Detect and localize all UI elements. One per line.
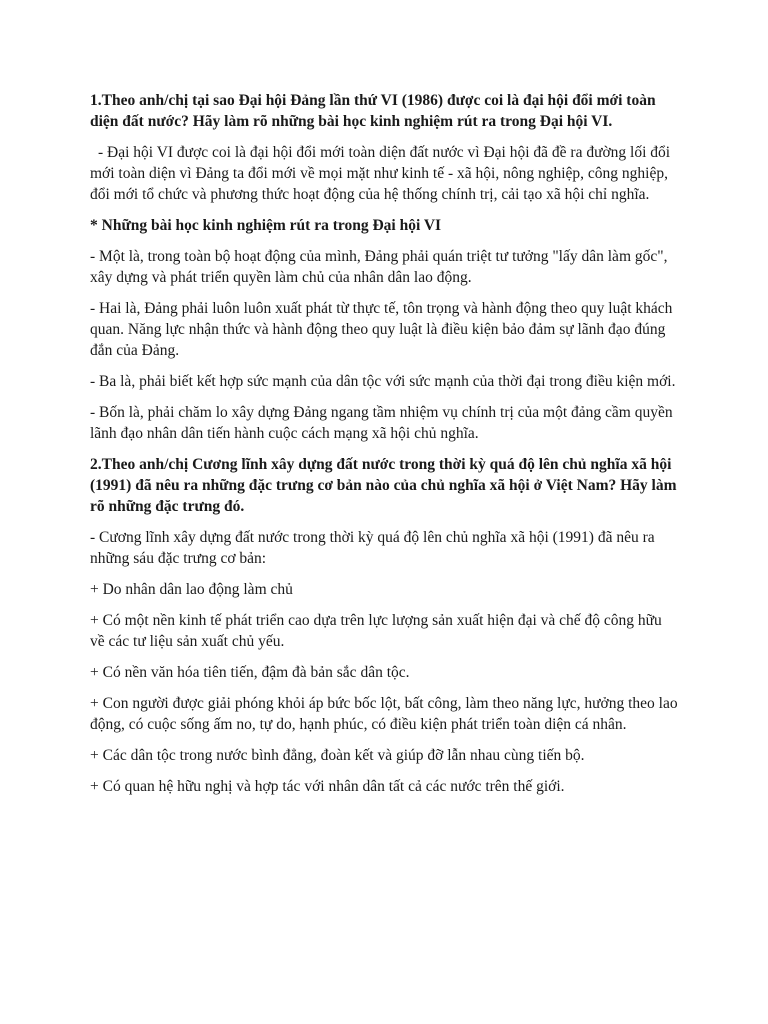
document-page xyxy=(90,90,680,807)
feature-5-item: + Các dân tộc trong nước bình đẳng, đoàn kết và giúp đỡ lẫn nhau cùng tiến bộ. xyxy=(90,747,585,764)
answer-1-paragraph: - Đại hội VI được coi là đại hội đổi mới toàn diện đất nước vì Đại hội đã đề ra đường lối đổi mới toàn diện vì Đảng ta đổi mới về mọi mặt như kinh tế - xã hội, nông nghiệp, công nghiệp, đổi mới tổ chức và phương thức hoạt động của hệ thống chính trị, cải tạo xã hội chỉ nghĩa. xyxy=(90,144,671,203)
question-1-heading: 1.Theo anh/chị tại sao Đại hội Đảng lần thứ VI (1986) được coi là đại hội đổi mới toàn diện đất nước? Hãy làm rõ những bài học kinh nghiệm rút ra trong Đại hội VI. xyxy=(90,92,656,130)
lessons-subheading: * Những bài học kinh nghiệm rút ra trong Đại hội VI xyxy=(90,217,442,234)
feature-6-item: + Có quan hệ hữu nghị và hợp tác với nhân dân tất cả các nước trên thế giới. xyxy=(90,778,565,795)
feature-4-item: + Con người được giải phóng khỏi áp bức bốc lột, bất công, làm theo năng lực, hưởng theo lao động, có cuộc sống ấm no, tự do, hạnh phúc, có điều kiện phát triển toàn diện cá nhân. xyxy=(90,695,678,733)
lesson-4-paragraph: - Bốn là, phải chăm lo xây dựng Đảng ngang tầm nhiệm vụ chính trị của một đảng cầm quyền lãnh đạo nhân dân tiến hành cuộc cách mạng xã hội chủ nghĩa. xyxy=(90,404,673,442)
answer-2-intro-paragraph: - Cương lĩnh xây dựng đất nước trong thời kỳ quá độ lên chủ nghĩa xã hội (1991) đã nêu ra những sáu đặc trưng cơ bản: xyxy=(90,529,655,567)
feature-3-item: + Có nền văn hóa tiên tiến, đậm đà bản sắc dân tộc. xyxy=(90,664,410,681)
lesson-2-paragraph: - Hai là, Đảng phải luôn luôn xuất phát từ thực tế, tôn trọng và hành động theo quy luật khách quan. Năng lực nhận thức và hành động theo quy luật là điều kiện bảo đảm sự lãnh đạo đúng đắn của Đảng. xyxy=(90,300,673,359)
lesson-1-paragraph: - Một là, trong toàn bộ hoạt động của mình, Đảng phải quán triệt tư tưởng "lấy dân làm gốc", xây dựng và phát triển quyền làm chủ của nhân dân lao động. xyxy=(90,248,668,286)
feature-2-item: + Có một nền kinh tế phát triển cao dựa trên lực lượng sản xuất hiện đại và chế độ công hữu về các tư liệu sản xuất chủ yếu. xyxy=(90,612,662,650)
lesson-3-paragraph: - Ba là, phải biết kết hợp sức mạnh của dân tộc với sức mạnh của thời đại trong điều kiện mới. xyxy=(90,373,676,390)
question-2-heading: 2.Theo anh/chị Cương lĩnh xây dựng đất nước trong thời kỳ quá độ lên chủ nghĩa xã hội (1991) đã nêu ra những đặc trưng cơ bản nào của chủ nghĩa xã hội ở Việt Nam? Hãy làm rõ những đặc trưng đó. xyxy=(90,456,677,515)
feature-1-item: + Do nhân dân lao động làm chủ xyxy=(90,581,293,598)
